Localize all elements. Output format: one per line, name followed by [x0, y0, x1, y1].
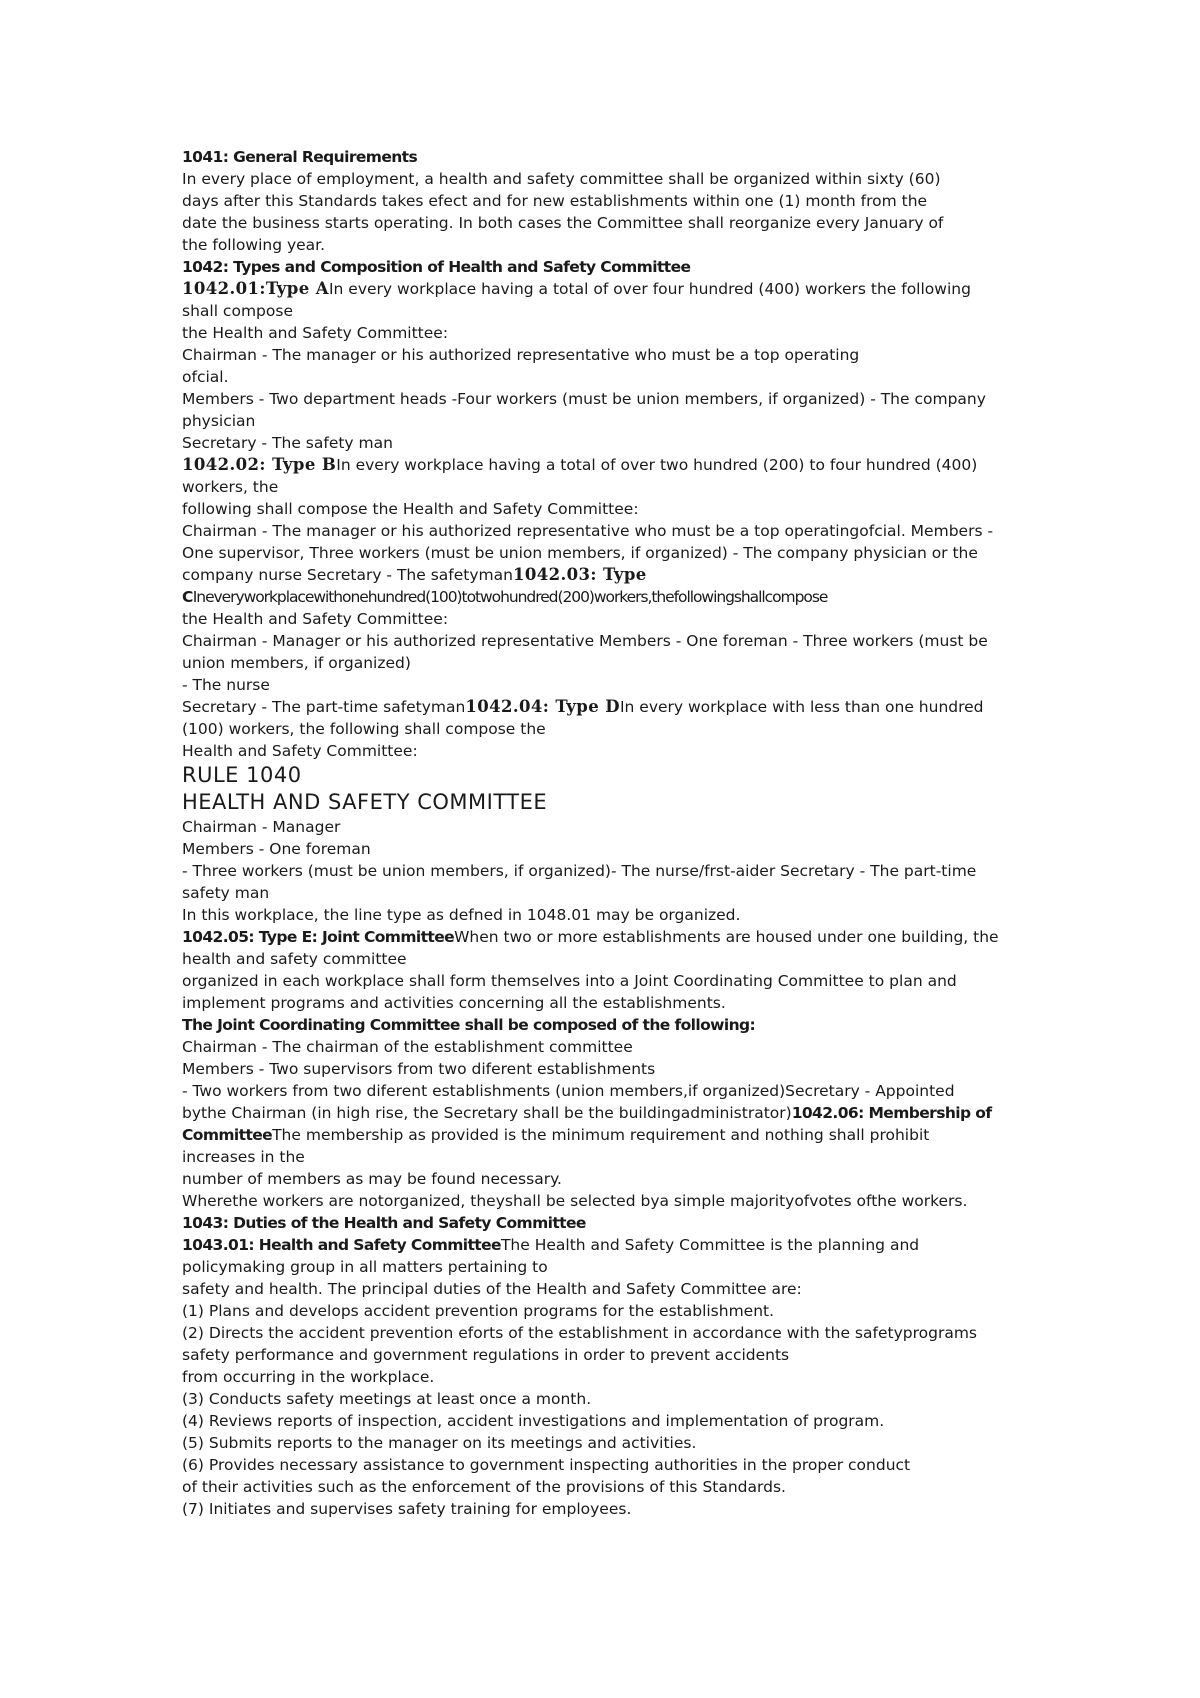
text-line [182, 652, 1042, 674]
text-line [182, 1256, 1042, 1278]
bold-heading-text: The Joint Coordinating Committee shall be composed of the following: [182, 1016, 756, 1034]
text-line [182, 256, 1042, 278]
body-text: bythe Chairman (in high rise, the Secretary shall be the buildingadministrator) [182, 1104, 792, 1122]
body-text: When two or more establishments are housed under one building, the [454, 928, 999, 946]
text-line [182, 168, 1042, 190]
text-line [182, 1278, 1042, 1300]
text-line [182, 674, 1042, 696]
text-line [182, 322, 1042, 344]
text-line [182, 1366, 1042, 1388]
text-line [182, 718, 1042, 740]
body-text: from occurring in the workplace. [182, 1368, 435, 1386]
body-text: The membership as provided is the minimum requirement and nothing shall prohibit [272, 1126, 930, 1144]
text-line [182, 1432, 1042, 1454]
body-text: RULE 1040 [182, 763, 302, 787]
text-line [182, 740, 1042, 762]
body-text: the following year. [182, 236, 326, 254]
bold-heading-text: 1042.06: Membership of [791, 1104, 992, 1122]
body-text: Health and Safety Committee: [182, 742, 418, 760]
text-line [182, 1124, 1042, 1146]
bold-heading-text: Ineveryworkplacewithonehundred(100)totwohundred(200)workers,thefollowingshallcompose [192, 588, 828, 606]
body-text: (5) Submits reports to the manager on its meetings and activities. [182, 1434, 697, 1452]
body-text: implement programs and activities concerning all the establishments. [182, 994, 726, 1012]
body-text: health and safety committee [182, 950, 407, 968]
text-line [182, 1322, 1042, 1344]
rule-heading [182, 789, 1042, 816]
body-text: days after this Standards takes efect and for new establishments within one (1) month from the [182, 192, 928, 210]
text-line [182, 860, 1042, 882]
bold-heading-text: 1043: Duties of the Health and Safety Committee [182, 1214, 586, 1232]
body-text: In every workplace having a total of over four hundred (400) workers the following [328, 280, 971, 298]
text-line [182, 1212, 1042, 1234]
text-line [182, 190, 1042, 212]
body-text: ofcial. [182, 368, 229, 386]
text-line [182, 542, 1042, 564]
body-text: In this workplace, the line type as defned in 1048.01 may be organized. [182, 906, 741, 924]
body-text: Secretary - The safety man [182, 434, 393, 452]
text-line [182, 344, 1042, 366]
text-line [182, 948, 1042, 970]
text-line [182, 388, 1042, 410]
body-text: following shall compose the Health and Safety Committee: [182, 500, 639, 518]
body-text: (2) Directs the accident prevention eforts of the establishment in accordance with the safetyprograms [182, 1324, 977, 1342]
text-line [182, 1388, 1042, 1410]
text-line [182, 696, 1042, 718]
body-text: organized in each workplace shall form themselves into a Joint Coordinating Committee to plan and [182, 972, 957, 990]
bold-heading-text: 1042.01:Type A [182, 279, 329, 298]
body-text: (6) Provides necessary assistance to government inspecting authorities in the proper conduct [182, 1456, 911, 1474]
body-text: company nurse Secretary - The safetyman [182, 566, 513, 584]
body-text: (4) Reviews reports of inspection, accident investigations and implementation of program. [182, 1412, 885, 1430]
text-line [182, 300, 1042, 322]
body-text: increases in the [182, 1148, 305, 1166]
text-line [182, 498, 1042, 520]
bold-heading-text: 1042: Types and Composition of Health and Safety Committee [182, 258, 691, 276]
text-line [182, 1300, 1042, 1322]
body-text: The Health and Safety Committee is the planning and [500, 1236, 920, 1254]
body-text: (3) Conducts safety meetings at least once a month. [182, 1390, 592, 1408]
text-line [182, 992, 1042, 1014]
bold-heading-text: 1042.04: Type D [465, 697, 620, 716]
text-line [182, 410, 1042, 432]
text-line [182, 1080, 1042, 1102]
body-text: Members - One foreman [182, 840, 371, 858]
bold-heading-text: 1042.03: Type [512, 565, 647, 584]
body-text: HEALTH AND SAFETY COMMITTEE [182, 790, 548, 814]
text-line [182, 1234, 1042, 1256]
body-text: Chairman - The manager or his authorized representative who must be a top operatingofcial. Members - [182, 522, 994, 540]
text-line [182, 1146, 1042, 1168]
text-line [182, 476, 1042, 498]
rule-heading [182, 762, 1042, 789]
text-line [182, 816, 1042, 838]
text-line [182, 608, 1042, 630]
text-line [182, 454, 1042, 476]
text-line [182, 1476, 1042, 1498]
body-text: Wherethe workers are notorganized, theyshall be selected bya simple majorityofvotes ofthe workers. [182, 1192, 968, 1210]
body-text: (7) Initiates and supervises safety training for employees. [182, 1500, 632, 1518]
body-text: date the business starts operating. In both cases the Committee shall reorganize every January of [182, 214, 944, 232]
text-line [182, 278, 1042, 300]
body-text: (1) Plans and develops accident prevention programs for the establishment. [182, 1302, 775, 1320]
body-text: - The nurse [182, 676, 270, 694]
text-line [182, 366, 1042, 388]
body-text: Chairman - Manager [182, 818, 341, 836]
body-text: union members, if organized) [182, 654, 411, 672]
text-line [182, 1014, 1042, 1036]
text-line [182, 970, 1042, 992]
body-text: Secretary - The part-time safetyman [182, 698, 466, 716]
text-line [182, 1190, 1042, 1212]
body-text: In every workplace with less than one hundred [619, 698, 984, 716]
text-line [182, 838, 1042, 860]
body-text: - Three workers (must be union members, if organized)- The nurse/frst-aider Secretary - The part-time [182, 862, 977, 880]
body-text: Members - Two department heads -Four workers (must be union members, if organized) - The company [182, 390, 986, 408]
body-text: number of members as may be found necessary. [182, 1170, 562, 1188]
body-text: Chairman - The chairman of the establishment committee [182, 1038, 633, 1056]
text-line [182, 586, 1042, 608]
body-text: One supervisor, Three workers (must be union members, if organized) - The company physician or the [182, 544, 978, 562]
bold-heading-text: 1042.02: Type B [182, 455, 337, 474]
bold-heading-text: 1041: General Requirements [182, 148, 418, 166]
text-line [182, 1410, 1042, 1432]
body-text: workers, the [182, 478, 279, 496]
bold-heading-text: 1043.01: Health and Safety Committee [182, 1236, 501, 1254]
body-text: Chairman - Manager or his authorized representative Members - One foreman - Three workers (must be [182, 632, 988, 650]
text-line [182, 630, 1042, 652]
body-text: safety man [182, 884, 270, 902]
body-text: the Health and Safety Committee: [182, 324, 449, 342]
body-text: safety performance and government regulations in order to prevent accidents [182, 1346, 790, 1364]
text-line [182, 212, 1042, 234]
bold-heading-text: Committee [182, 1126, 273, 1144]
bold-heading-text: 1042.05: Type E: Joint Committee [182, 928, 455, 946]
body-text: shall compose [182, 302, 293, 320]
text-line [182, 1498, 1042, 1520]
body-text: policymaking group in all matters pertaining to [182, 1258, 548, 1276]
text-line [182, 146, 1042, 168]
body-text: Chairman - The manager or his authorized representative who must be a top operating [182, 346, 860, 364]
text-line [182, 564, 1042, 586]
body-text: In every place of employment, a health and safety committee shall be organized within sixty (60) [182, 170, 941, 188]
bold-heading-text: C [182, 588, 193, 606]
body-text: (100) workers, the following shall compose the [182, 720, 546, 738]
text-line [182, 926, 1042, 948]
text-line [182, 1344, 1042, 1366]
text-line [182, 432, 1042, 454]
text-line [182, 904, 1042, 926]
text-line [182, 1058, 1042, 1080]
body-text: safety and health. The principal duties of the Health and Safety Committee are: [182, 1280, 802, 1298]
text-line [182, 520, 1042, 542]
text-line [182, 234, 1042, 256]
body-text: physician [182, 412, 256, 430]
text-line [182, 1036, 1042, 1058]
body-text: of their activities such as the enforcement of the provisions of this Standards. [182, 1478, 786, 1496]
body-text: Members - Two supervisors from two diferent establishments [182, 1060, 656, 1078]
body-text: - Two workers from two diferent establishments (union members,if organized)Secretary - Appointed [182, 1082, 955, 1100]
body-text: the Health and Safety Committee: [182, 610, 449, 628]
document-body [182, 146, 1042, 1520]
text-line [182, 1102, 1042, 1124]
text-line [182, 882, 1042, 904]
text-line [182, 1168, 1042, 1190]
text-line [182, 1454, 1042, 1476]
body-text: In every workplace having a total of over two hundred (200) to four hundred (400) [336, 456, 978, 474]
